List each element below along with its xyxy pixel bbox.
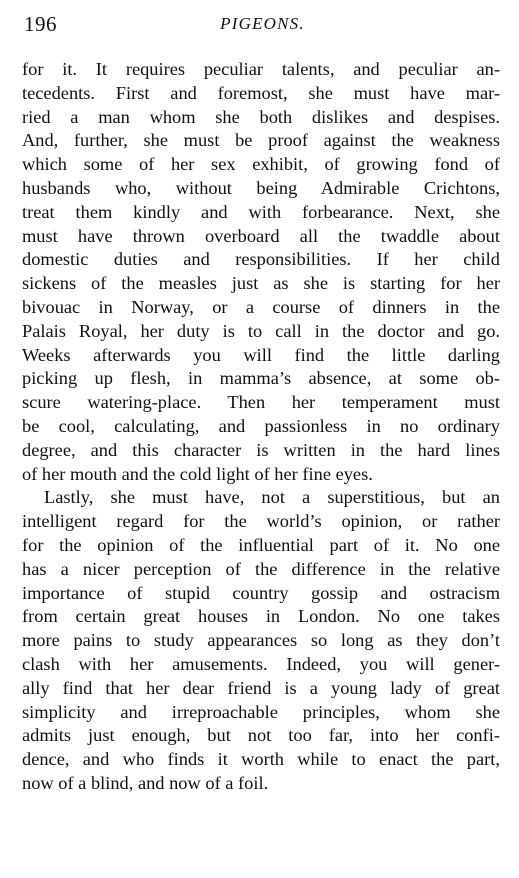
text-line: from certain great houses in London. No one takes: [22, 606, 500, 627]
text-line: domestic duties and responsibilities. If her child: [22, 249, 500, 270]
paragraph-2: [22, 486, 500, 795]
text-line: treat them kindly and with forbearance. Next, she: [22, 201, 500, 222]
text-line: bivouac in Norway, or a course of dinners in the: [22, 296, 500, 317]
running-head: [24, 12, 501, 38]
running-title: PIGEONS.: [220, 14, 305, 33]
text-line: tecedents. First and foremost, she must have mar-: [22, 82, 500, 103]
text-line: now of a blind, and now of a foil.: [22, 772, 269, 793]
text-line: ried a man whom she both dislikes and despises.: [22, 106, 500, 127]
text-line: which some of her sex exhibit, of growing fond of: [22, 154, 500, 175]
text-line: scure watering-place. Then her temperament must: [22, 392, 500, 413]
text-line: for the opinion of the influential part of it. No one: [22, 534, 500, 555]
text-line: Lastly, she must have, not a superstitious, but an: [44, 487, 500, 508]
text-line: Weeks afterwards you will find the little darling: [22, 344, 500, 365]
text-line: picking up flesh, in mamma’s absence, at some ob-: [22, 368, 500, 389]
text-line: simplicity and irreproachable principles, whom she: [22, 701, 500, 722]
page-number: 196: [24, 12, 57, 36]
text-line: husbands who, without being Admirable Crichtons,: [22, 177, 500, 198]
text-line: clash with her amusements. Indeed, you will gener-: [22, 653, 500, 674]
text-line: has a nicer perception of the difference in the relative: [22, 558, 500, 579]
text-line: dence, and who finds it worth while to enact the part,: [22, 749, 500, 770]
text-line: admits just enough, but not too far, into her confi-: [22, 725, 500, 746]
text-line: of her mouth and the cold light of her fine eyes.: [22, 463, 373, 484]
text-line: degree, and this character is written in the hard lines: [22, 439, 500, 460]
text-line: for it. It requires peculiar talents, and peculiar an-: [22, 59, 500, 79]
text-line: must have thrown overboard all the twaddle about: [22, 225, 500, 246]
body-text: [22, 58, 500, 796]
text-line: intelligent regard for the world’s opinion, or rather: [22, 511, 500, 532]
text-line: ally find that her dear friend is a young lady of great: [22, 677, 500, 698]
text-line: importance of stupid country gossip and ostracism: [22, 582, 500, 603]
text-line: sickens of the measles just as she is starting for her: [22, 273, 500, 294]
paragraph-1: [22, 58, 500, 486]
text-line: more pains to study appearances so long as they don’t: [22, 630, 500, 651]
text-line: be cool, calculating, and passionless in no ordinary: [22, 415, 500, 436]
text-line: And, further, she must be proof against the weakness: [22, 130, 500, 151]
text-line: Palais Royal, her duty is to call in the doctor and go.: [22, 320, 500, 341]
